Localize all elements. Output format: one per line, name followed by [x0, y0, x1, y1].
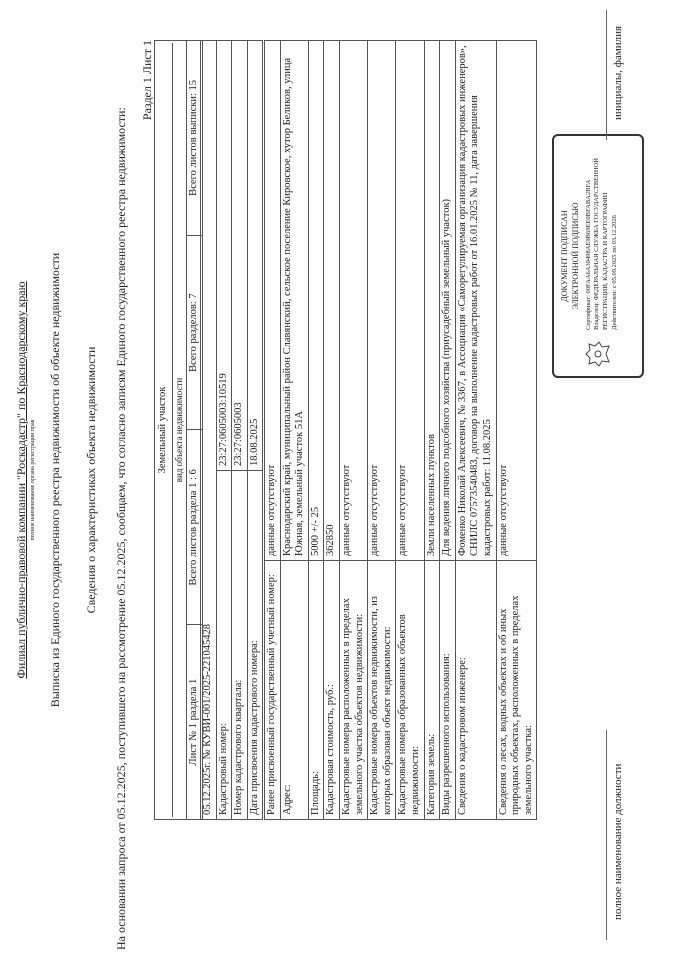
table-row [308, 41, 324, 820]
table-row [201, 41, 217, 820]
org-caption: полное наименование органа регистрации прав [30, 419, 36, 541]
row-value: данные отсутствуют [265, 41, 281, 561]
section-title: Сведения о характеристиках объекта недвижимости [84, 346, 98, 614]
basis-text: На основании запроса от 05.12.2025, поступившего на рассмотрение 05.12.2025, сообщаем, что согласно записям Единого государственного реестра недвижимости: [114, 107, 128, 950]
cadastral-engineer: Фоменко Николай Алексеевич, № 3367, в Ассоциация «Саморегулируемая организация кадастровых инженеров», СНИЛС 07573540483, договор на выполнение кадастровых работ от 16.01.2025 № 11, дата завершения кадастровых работ: 11.08.2025 [455, 41, 496, 561]
area-value: 5000 +/- 25 [308, 41, 324, 561]
sheets-in-section: Всего листов раздела 1 : 6 [187, 430, 203, 625]
table-row [455, 41, 496, 820]
info-label: Дата присвоения кадастрового номера: [247, 471, 263, 820]
stamp-owner-2: РЕГИСТРАЦИИ, КАДАСТРА И КАРТОГРАФИИ [602, 192, 610, 330]
cadastral-value: 362850 [324, 41, 340, 561]
sections-total: Всего разделов: 7 [187, 235, 203, 430]
characteristics-table [264, 40, 537, 820]
table-row [396, 41, 424, 820]
position-line [606, 730, 607, 940]
row-label: Площадь: [308, 561, 324, 820]
row-value: данные отсутствуют [396, 41, 424, 561]
row-label: Кадастровые номера объектов недвижимости, из которых образован объект недвижимости: [368, 561, 396, 820]
document-title: Выписка из Единого государственного реестра недвижимости об объекте недвижимости [48, 252, 62, 708]
sheets-total: Всего листов выписки: 15 [187, 41, 203, 236]
electronic-signature-stamp [552, 134, 644, 378]
object-type-caption: вид объекта недвижимости [172, 43, 185, 817]
request-number: 05.12.2025г. № КУВИ-001/2025-221045428 [201, 41, 217, 820]
row-value: данные отсутствуют [368, 41, 396, 561]
sheet-number: Лист № 1 раздела 1 [187, 625, 203, 820]
name-line [606, 10, 607, 140]
row-value: данные отсутствуют [496, 41, 537, 561]
info-label: Номер кадастрового квартала: [232, 471, 248, 820]
address-value: Краснодарский край, муниципальный район Славянский, сельское поселение Кировское, хутор Беликов, улица Южная, земельный участок 51А [280, 41, 308, 561]
stamp-line-2: ЭЛЕКТРОННОЙ ПОДПИСЬЮ [570, 202, 580, 310]
land-category: Земли населенных пунктов [424, 41, 440, 561]
row-label: Адрес: [280, 561, 308, 820]
info-label: Кадастровый номер: [216, 471, 232, 820]
cadastral-quarter: 23:27:0605003 [232, 41, 248, 471]
table-row [339, 41, 367, 820]
row-label: Кадастровая стоимость, руб.: [324, 561, 340, 820]
info-table [200, 40, 263, 820]
table-row [368, 41, 396, 820]
table-row [496, 41, 537, 820]
table-row [216, 41, 232, 820]
row-value: данные отсутствуют [339, 41, 367, 561]
row-label: Сведения о кадастровом инженере: [455, 561, 496, 820]
position-caption: полное наименование должности [612, 763, 624, 920]
section-label: Раздел 1 Лист 1 [140, 40, 154, 121]
table-row [232, 41, 248, 820]
table-row [440, 41, 456, 820]
table-row [247, 41, 263, 820]
stamp-owner: Владелец: ФЕДЕРАЛЬНАЯ СЛУЖБА ГОСУДАРСТВЕННОЙ [593, 158, 601, 330]
row-label: Кадастровые номера расположенных в пределах земельного участка объектов недвижимости: [339, 561, 367, 820]
row-label: Категория земель: [424, 561, 440, 820]
name-caption: инициалы, фамилия [612, 25, 624, 120]
object-header-table [154, 40, 203, 820]
table-row [424, 41, 440, 820]
table-row [280, 41, 308, 820]
assignment-date: 18.08.2025 [247, 41, 263, 471]
row-label: Кадастровые номера образованных объектов недвижимости: [396, 561, 424, 820]
stamp-valid: Действителен: с 05.09.2025 по 03.12.2026 [610, 215, 618, 330]
row-label: Сведения о лесах, водных объектах и об иных природных объектах, расположенных в пределах земельного участка: [496, 561, 537, 820]
table-row [324, 41, 340, 820]
stamp-line-1: ДОКУМЕНТ ПОДПИСАН [560, 210, 569, 302]
object-type: Земельный участок [157, 386, 168, 474]
org-name: Филиал публично-правовой компании "Роскадастр" по Краснодарскому краю [14, 281, 28, 679]
row-label: Виды разрешенного использования: [440, 561, 456, 820]
stamp-cert: Сертификат: 00FAA6A39498AE9B69EE0BFABA2BFA [584, 179, 592, 330]
table-row [265, 41, 281, 820]
emblem-icon [584, 340, 614, 368]
row-label: Ранее присвоенный государственный учетный номер: [265, 561, 281, 820]
permitted-use: Для ведения личного подсобного хозяйства (приусадебный земельный участок) [440, 41, 456, 561]
cadastral-number: 23:27:0605003:10519 [216, 41, 232, 471]
